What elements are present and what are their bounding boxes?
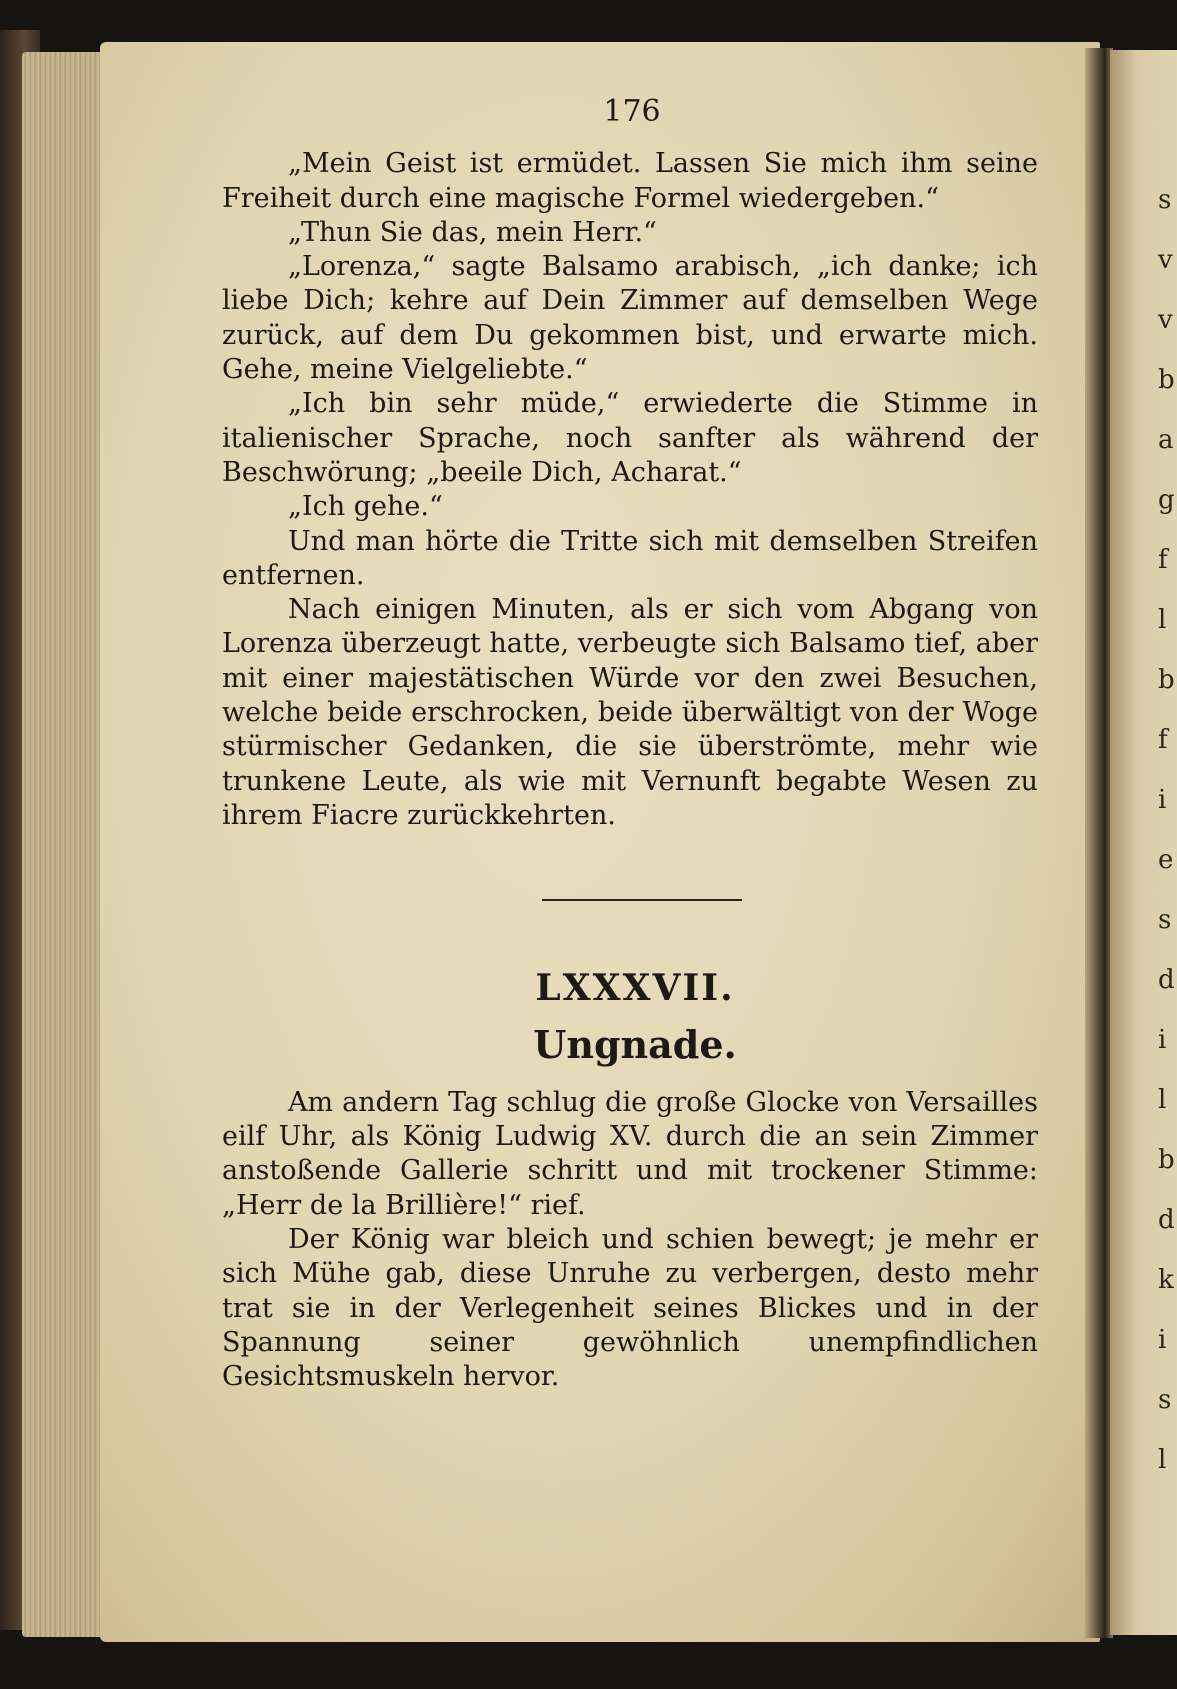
next-page-letter: b <box>1158 1145 1175 1175</box>
next-page-letter: i <box>1158 1025 1167 1055</box>
paragraph: Der König war bleich und schien bewegt; je mehr er sich Mühe gab, diese Unruhe zu verbergen, desto mehr trat sie in der Verlegenheit seines Blickes und in der Spannung seiner gewöhnlich unempfindlichen Gesichtsmuskeln hervor. <box>222 1224 1038 1393</box>
next-page-letter: l <box>1158 1445 1167 1475</box>
next-page-letter: v <box>1158 245 1173 275</box>
page-stack-edges <box>22 52 112 1637</box>
chapter-title: Ungnade. <box>533 1021 737 1067</box>
paragraph: „Ich gehe.“ <box>288 491 443 523</box>
paragraph: „Mein Geist ist ermüdet. Lassen Sie mich ihm seine Freiheit durch eine magische Formel wiedergeben.“ <box>222 148 1038 214</box>
next-page-letter: l <box>1158 1085 1167 1115</box>
next-page-letter: b <box>1158 665 1175 695</box>
paragraph: „Thun Sie das, mein Herr.“ <box>288 216 657 248</box>
section-divider <box>542 899 742 901</box>
next-page-letter: i <box>1158 785 1167 815</box>
next-page-letter: i <box>1158 1325 1167 1355</box>
paragraph: „Lorenza,“ sagte Balsamo arabisch, „ich danke; ich liebe Dich; kehre auf Dein Zimmer auf demselben Wege zurück, auf dem Du gekommen bist, und erwarte mich. Gehe, meine Vielgeliebte.“ <box>222 251 1038 386</box>
page-text <box>222 95 1038 1395</box>
next-page-letter: v <box>1158 305 1173 335</box>
page-number: 176 <box>603 94 661 129</box>
paragraph: Am andern Tag schlug die große Glocke von Versailles eilf Uhr, als König Ludwig XV. durch die an sein Zimmer anstoßende Gallerie schritt und mit trockener Stimme: „Herr de la Brillière!“ rief. <box>222 1086 1038 1221</box>
chapter-number: LXXXVII. <box>535 967 735 1010</box>
paragraph: Nach einigen Minuten, als er sich vom Abgang von Lorenza überzeugt hatte, verbeugte sich Balsamo tief, aber mit einer majestätischen Würde vor den zwei Besuchen, welche beide erschrocken, beide überwältigt von der Woge stürmischer Gedanken, die sie überströmte, mehr wie trunkene Leute, als wie mit Vernunft begabte Wesen zu ihrem Fiacre zurückkehrten. <box>222 594 1038 831</box>
next-page-letter: d <box>1158 965 1175 995</box>
next-page-letter: s <box>1158 1385 1172 1415</box>
paragraph: „Ich bin sehr müde,“ erwiederte die Stimme in italienischer Sprache, noch sanfter als während der Beschwörung; „beeile Dich, Acharat.“ <box>222 388 1038 488</box>
next-page-letter: b <box>1158 365 1175 395</box>
paragraph: Und man hörte die Tritte sich mit demselben Streifen entfernen. <box>222 525 1038 591</box>
next-page-letters <box>1158 170 1177 1490</box>
next-page-letter: d <box>1158 1205 1175 1235</box>
next-page-letter: a <box>1158 425 1174 455</box>
next-page-letter: f <box>1158 725 1168 755</box>
next-page-letter: s <box>1158 185 1172 215</box>
chapter-body <box>222 1086 1038 1395</box>
next-page-letter: l <box>1158 605 1167 635</box>
next-page-letter: f <box>1158 545 1168 575</box>
next-page-letter: e <box>1158 845 1174 875</box>
next-page-letter: k <box>1158 1265 1174 1295</box>
next-page-letter: g <box>1158 485 1175 515</box>
book-gutter <box>1085 48 1113 1638</box>
next-page-letter: s <box>1158 905 1172 935</box>
